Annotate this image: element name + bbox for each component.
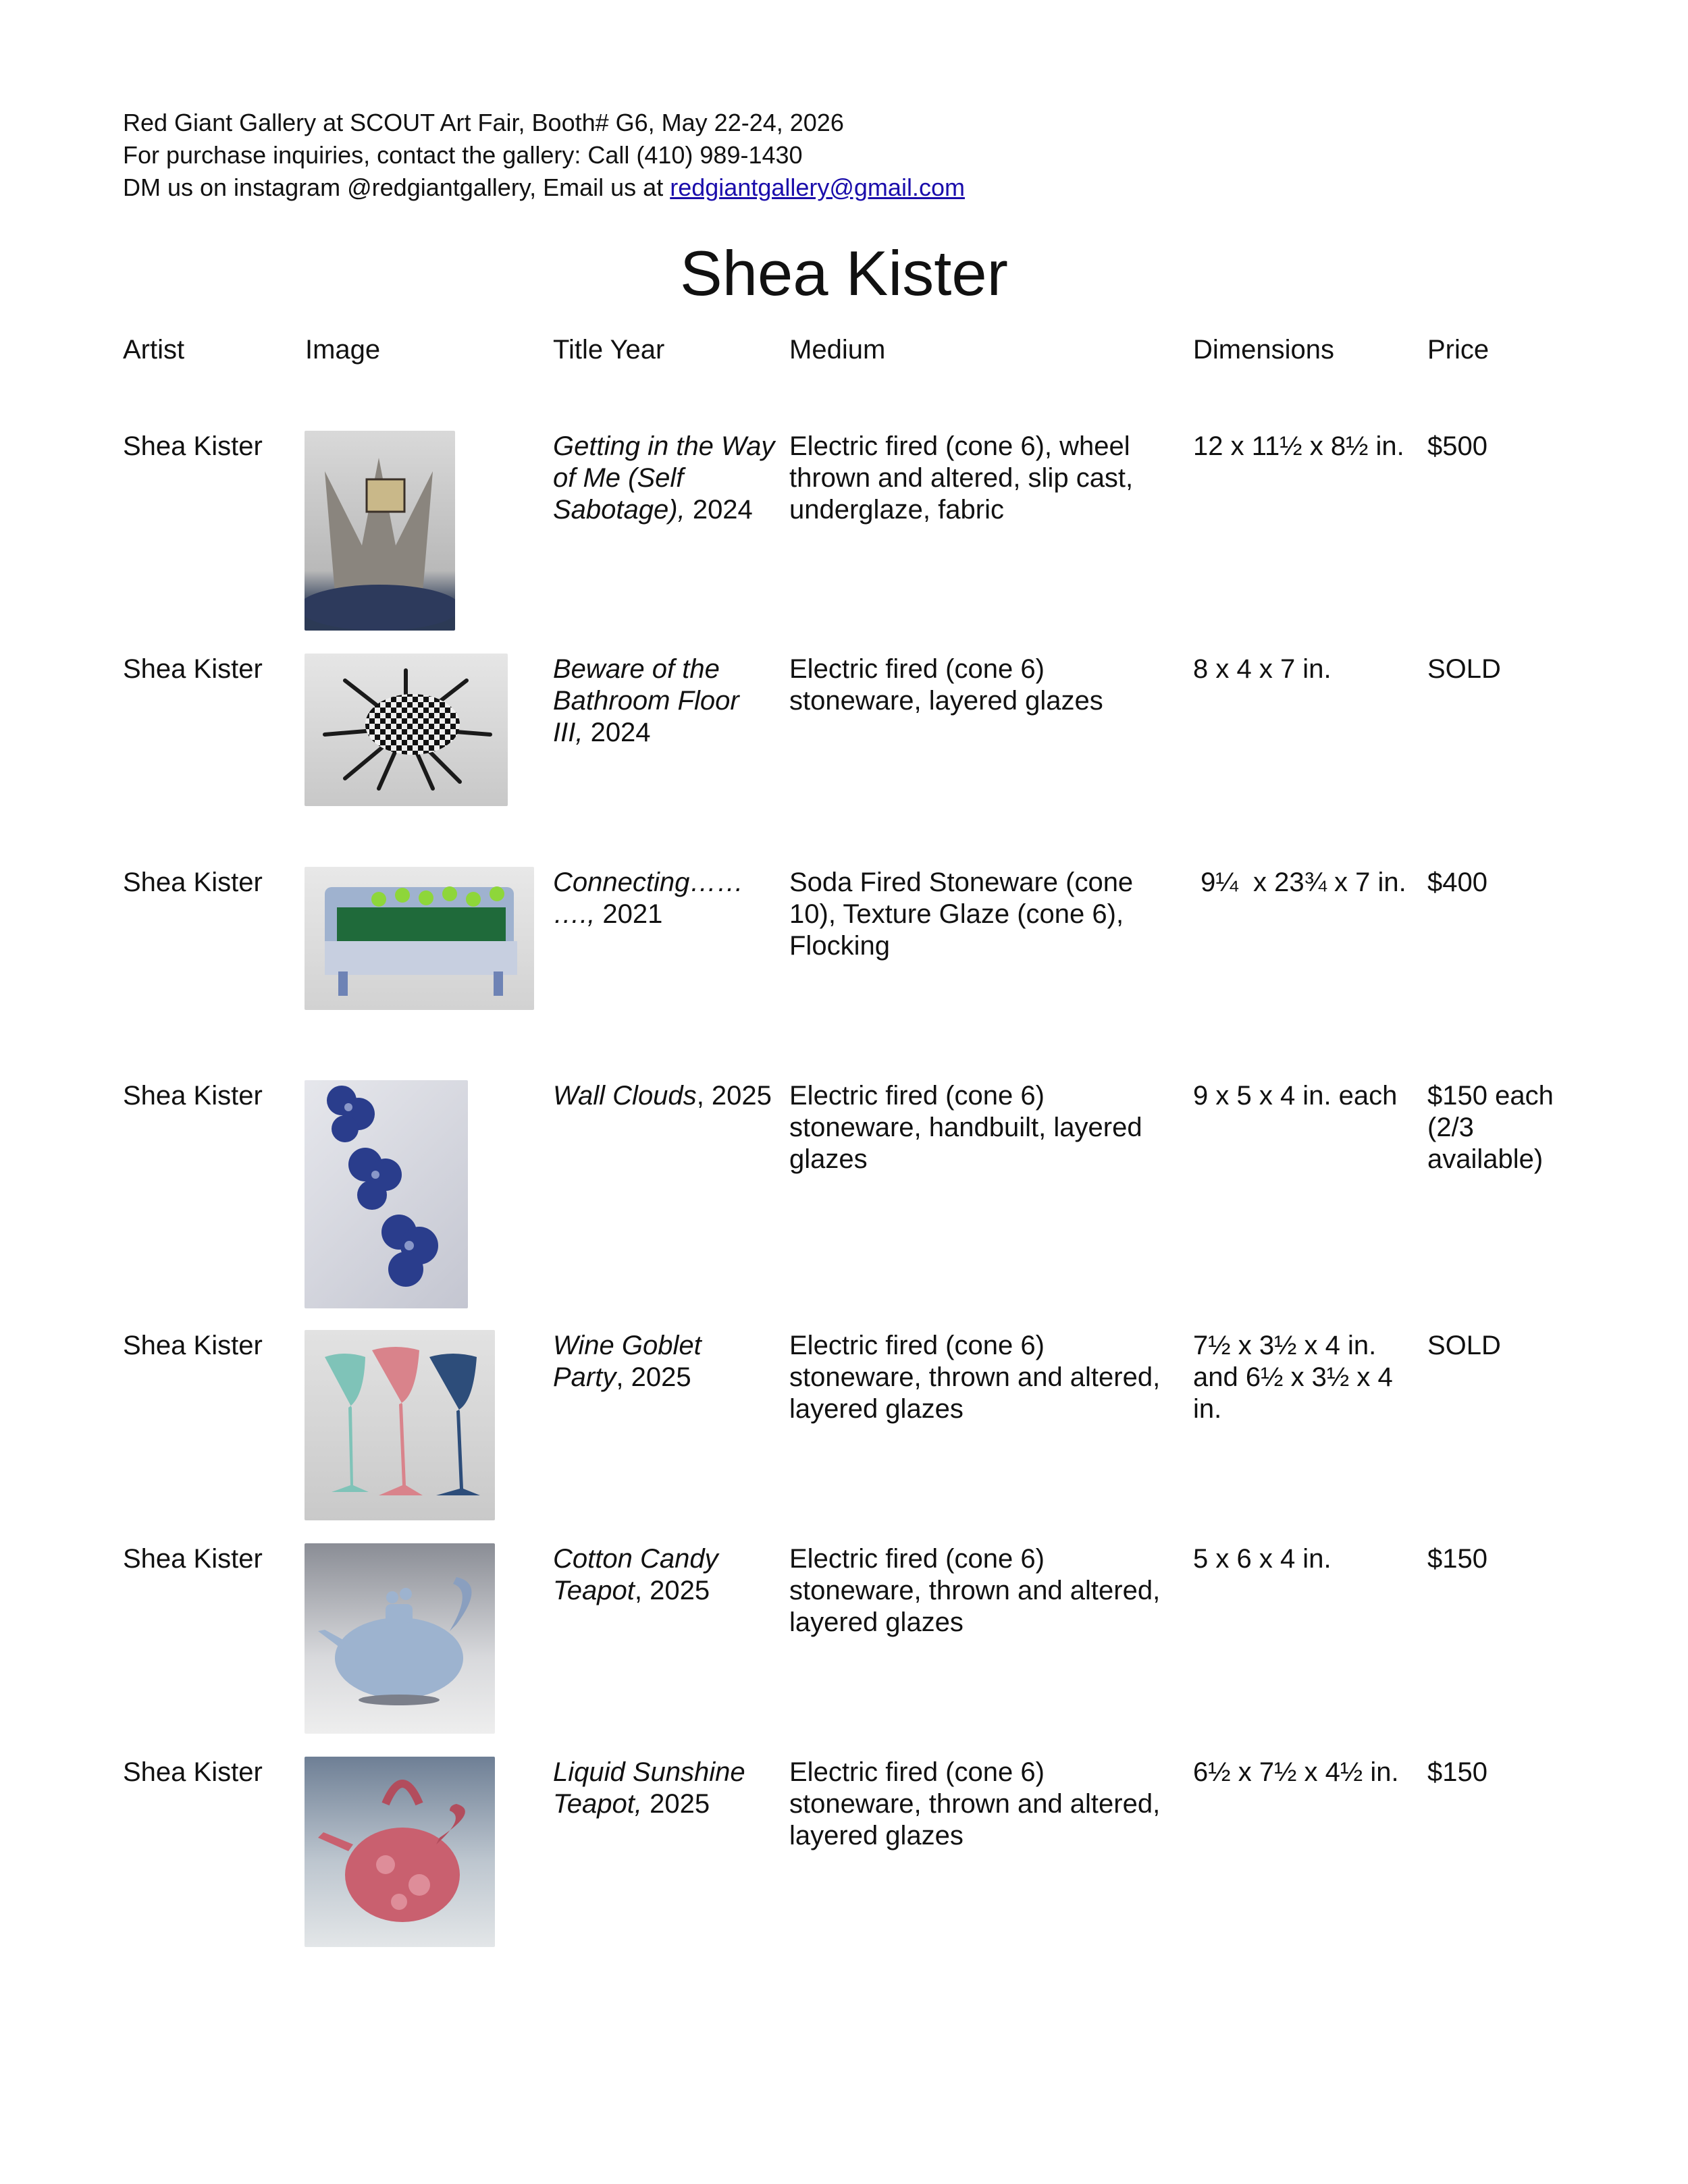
crown-sculpture-image — [305, 431, 455, 631]
row-dimensions: 7½ x 3½ x 4 in. and 6½ x 3½ x 4 in. — [1193, 1331, 1393, 1424]
header-instagram-text: DM us on instagram @redgiantgallery, Email us at — [123, 174, 670, 201]
column-header-dimensions: Dimensions — [1193, 335, 1334, 365]
column-header-title-year: Title Year — [553, 335, 665, 365]
row-artist: Shea Kister — [123, 1757, 263, 1787]
row-dimensions: 8 x 4 x 7 in. — [1193, 654, 1331, 684]
header-phone-line: For purchase inquiries, contact the gallery: Call (410) 989-1430 — [123, 141, 803, 169]
artwork-year: 2024 — [583, 718, 651, 747]
row-medium: Electric fired (cone 6), wheel thrown and altered, slip cast, underglaze, fabric — [789, 431, 1134, 525]
row-title-year — [553, 867, 776, 930]
row-dimensions: 12 x 11½ x 8½ in. — [1193, 431, 1404, 461]
column-header-medium: Medium — [789, 335, 886, 365]
artwork-year: , 2025 — [696, 1081, 772, 1111]
artwork-title: Wine Goblet Party — [553, 1331, 702, 1392]
row-price: $150 each (2/3 available) — [1427, 1081, 1554, 1174]
artwork-title: Wall Clouds — [553, 1081, 697, 1111]
row-medium: Soda Fired Stoneware (cone 10), Texture Glaze (cone 6), Flocking — [789, 868, 1134, 961]
pink-teapot-image — [305, 1757, 495, 1947]
header-contact-line — [123, 171, 965, 204]
row-artist: Shea Kister — [123, 1331, 263, 1360]
row-title-year — [553, 1543, 776, 1607]
row-artist: Shea Kister — [123, 1544, 263, 1574]
artwork-year: 2021 — [595, 899, 663, 929]
artwork-year: , 2025 — [634, 1576, 710, 1605]
row-price: $500 — [1427, 431, 1487, 461]
header-event-line: Red Giant Gallery at SCOUT Art Fair, Booth# G6, May 22-24, 2026 — [123, 109, 844, 136]
row-dimensions: 6½ x 7½ x 4½ in. — [1193, 1757, 1399, 1787]
artwork-title: Cotton Candy Teapot — [553, 1544, 718, 1605]
blue-teapot-image — [305, 1543, 495, 1734]
row-title-year — [553, 431, 776, 526]
row-dimensions: 9 x 5 x 4 in. each — [1193, 1081, 1398, 1111]
row-price: $400 — [1427, 868, 1487, 897]
gallery-header — [123, 107, 965, 204]
row-artist: Shea Kister — [123, 654, 263, 684]
wine-goblets-image — [305, 1330, 495, 1520]
wall-clouds-image — [305, 1080, 468, 1308]
row-title-year — [553, 1757, 776, 1820]
row-medium: Electric fired (cone 6) stoneware, thrown and altered, layered glazes — [789, 1757, 1161, 1850]
email-link[interactable]: redgiantgallery@gmail.com — [670, 174, 965, 201]
couch-sculpture-image — [305, 867, 534, 1010]
artwork-title: Beware of the Bathroom Floor III, — [553, 654, 739, 747]
row-medium: Electric fired (cone 6) stoneware, thrown and altered, layered glazes — [789, 1331, 1161, 1424]
column-header-image: Image — [305, 335, 381, 365]
page-title: Shea Kister — [680, 238, 1008, 309]
column-header-price: Price — [1427, 335, 1489, 365]
row-medium: Electric fired (cone 6) stoneware, thrown and altered, layered glazes — [789, 1544, 1161, 1637]
row-price: $150 — [1427, 1544, 1487, 1574]
column-header-artist: Artist — [123, 335, 185, 365]
row-price: $150 — [1427, 1757, 1487, 1787]
artwork-title: Liquid Sunshine Teapot, — [553, 1757, 745, 1819]
row-artist: Shea Kister — [123, 868, 263, 897]
row-title-year — [553, 1080, 776, 1112]
row-dimensions: 9¼ x 23¾ x 7 in. — [1193, 868, 1406, 897]
row-title-year — [553, 654, 776, 749]
row-title-year — [553, 1330, 776, 1393]
artwork-title: Connecting…… …., — [553, 868, 744, 929]
row-artist: Shea Kister — [123, 431, 263, 461]
row-artist: Shea Kister — [123, 1081, 263, 1111]
artwork-title: Getting in the Way of Me (Self Sabotage), — [553, 431, 775, 525]
row-price: SOLD — [1427, 1331, 1501, 1360]
artwork-year: , 2025 — [616, 1362, 691, 1392]
row-dimensions: 5 x 6 x 4 in. — [1193, 1544, 1331, 1574]
row-price: SOLD — [1427, 654, 1501, 684]
row-medium: Electric fired (cone 6) stoneware, handbuilt, layered glazes — [789, 1081, 1142, 1174]
artwork-year: 2025 — [641, 1789, 710, 1819]
spiked-checkered-sculpture-image — [305, 654, 508, 806]
row-medium: Electric fired (cone 6) stoneware, layered glazes — [789, 654, 1103, 716]
artwork-year: 2024 — [685, 495, 753, 525]
